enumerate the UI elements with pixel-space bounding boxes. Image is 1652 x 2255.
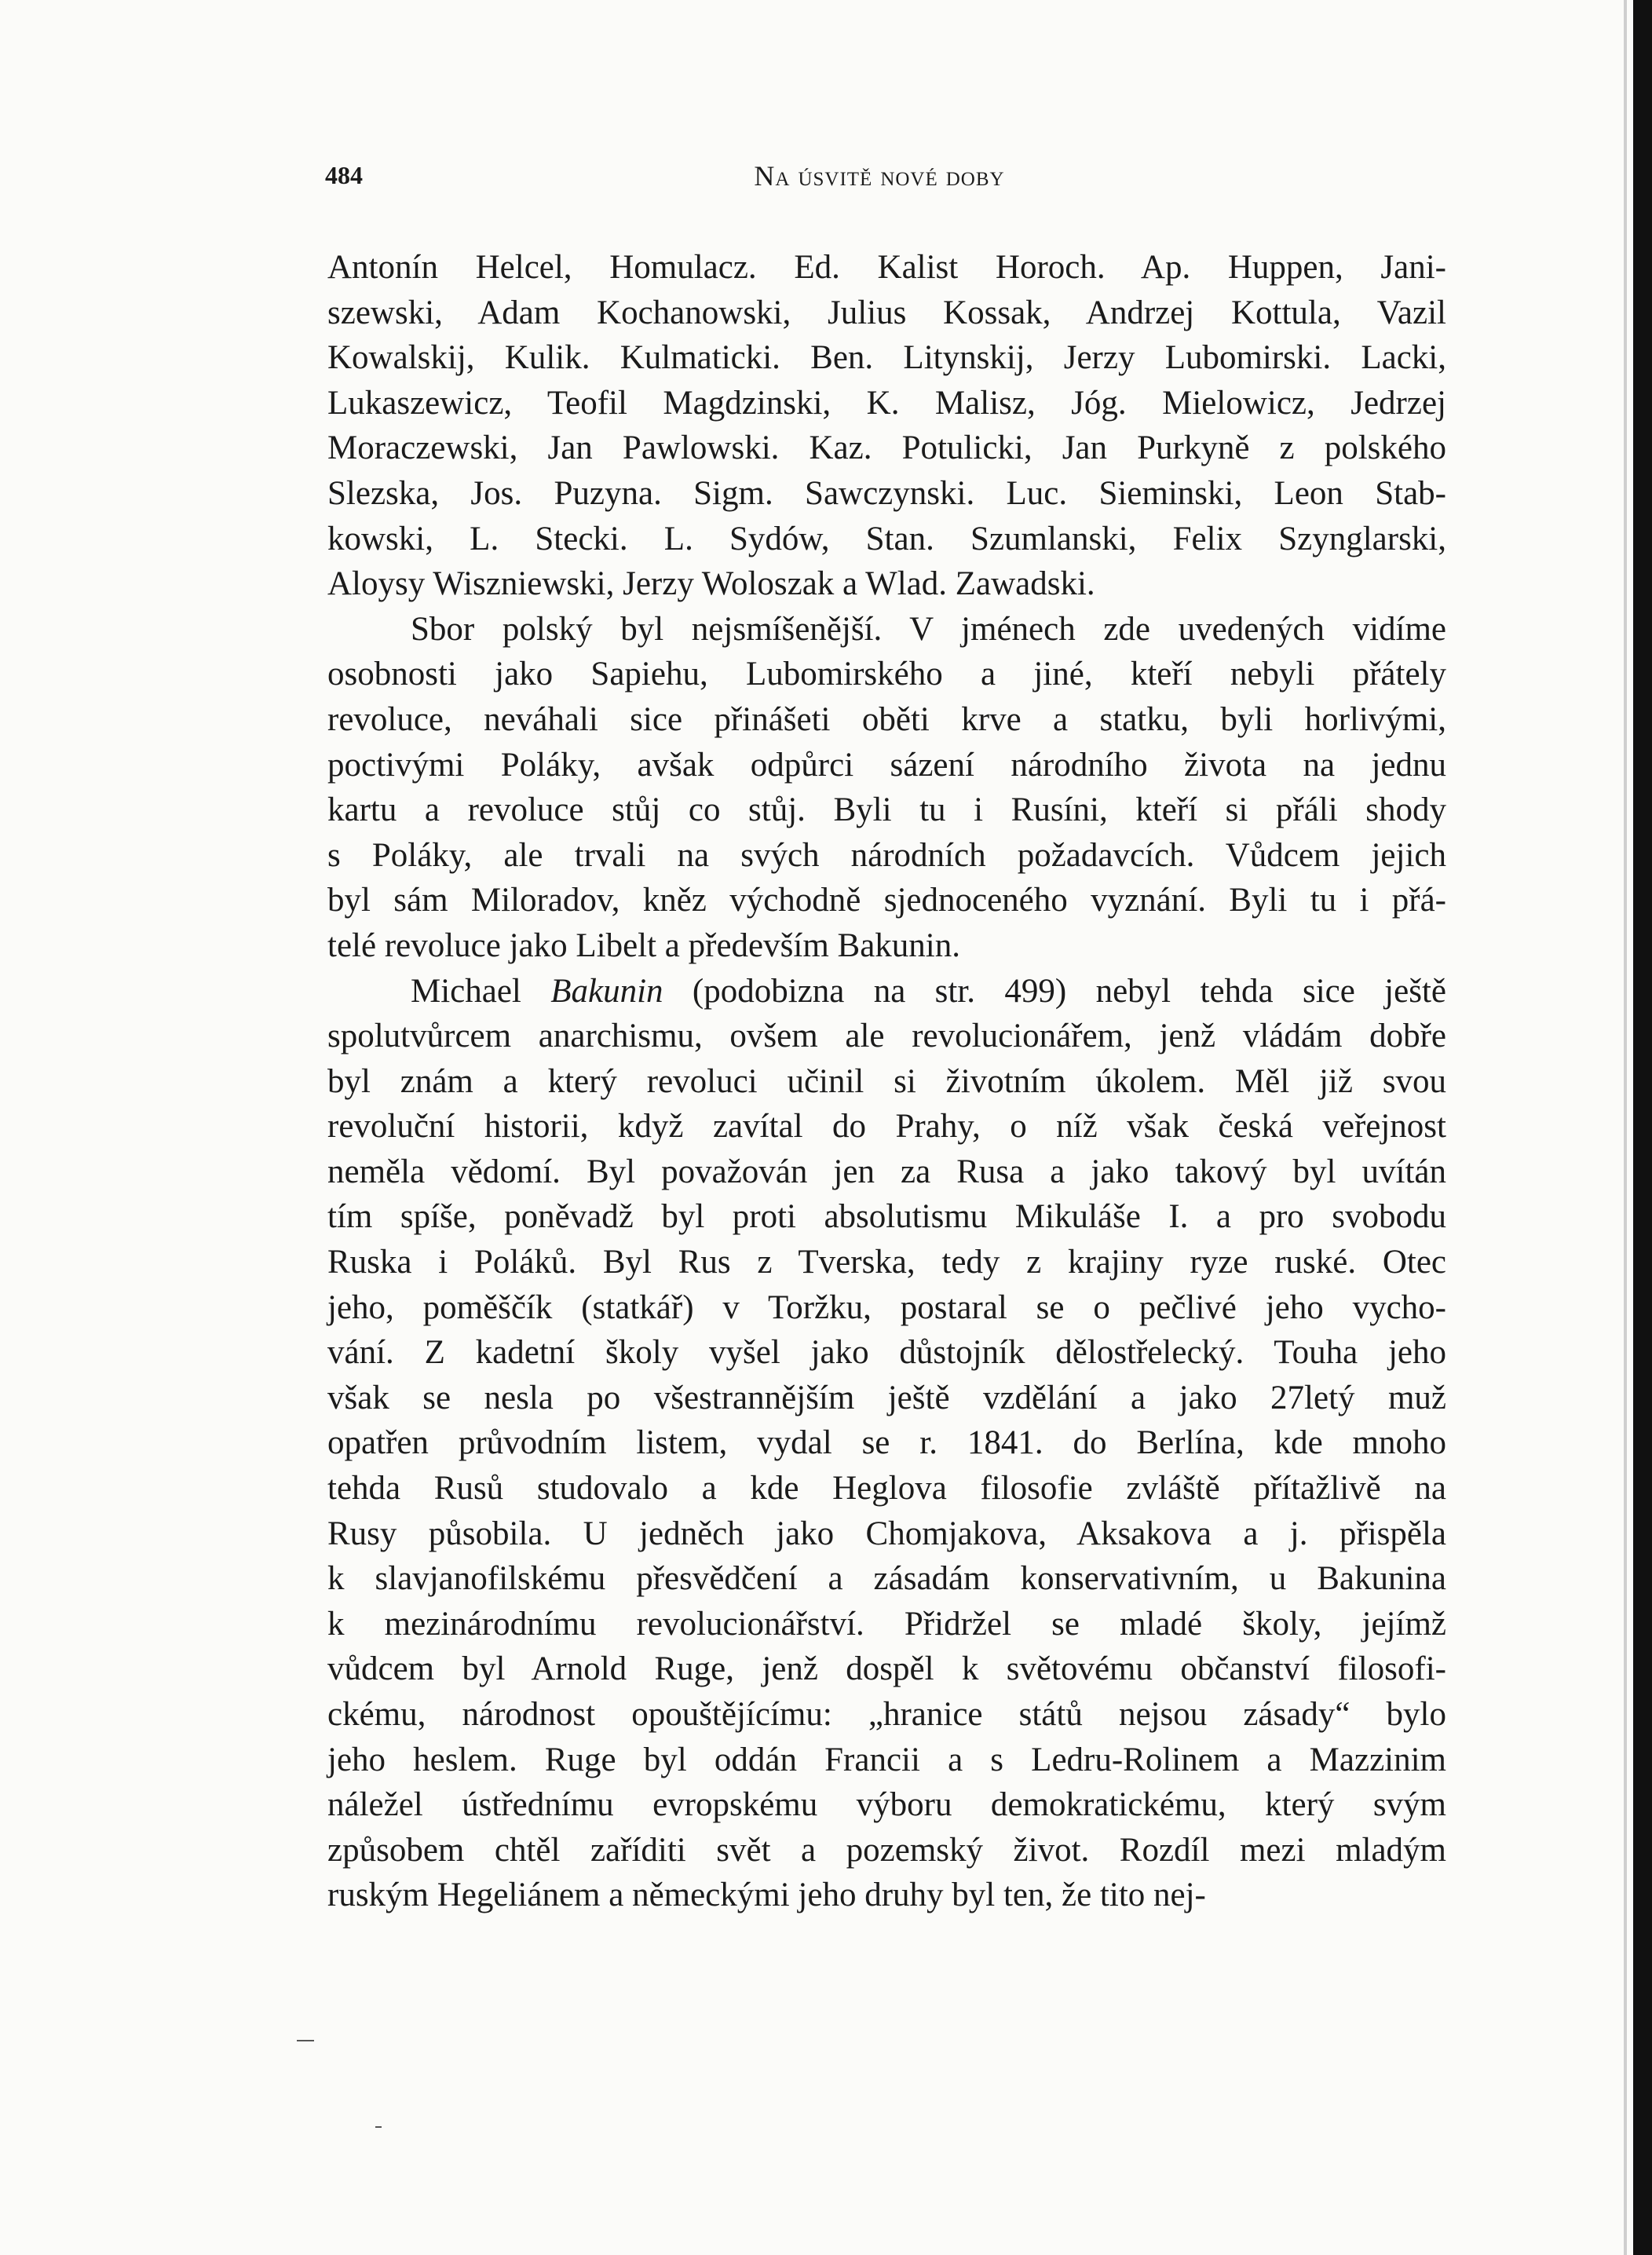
- text-line: szewski, Adam Kochanowski, Julius Kossak, Andrzej Kottula, Vazil: [327, 294, 1446, 331]
- text-line: tehda Rusů studovalo a kde Heglova filosofie zvláště přítažlivě na: [327, 1470, 1446, 1508]
- text-line: Sbor polský byl nejsmíšenější. V jménech zde uvedených vidíme: [411, 610, 1446, 648]
- page-number: 484: [325, 161, 363, 189]
- text-line: kartu a revoluce stůj co stůj. Byli tu i Rusíni, kteří si přáli shody: [327, 791, 1446, 829]
- text-line: jeho heslem. Ruge byl oddán Francii a s Ledru-Rolinem a Mazzinim: [327, 1741, 1446, 1778]
- text-line: Ruska i Poláků. Byl Rus z Tverska, tedy z krajiny ryze ruské. Otec: [327, 1244, 1446, 1281]
- text-line: Slezska, Jos. Puzyna. Sigm. Sawczynski. Luc. Sieminski, Leon Stab-: [327, 474, 1446, 512]
- text-line: s Poláky, ale trvali na svých národních požadavcích. Vůdcem jejich: [327, 836, 1446, 874]
- text-line: Aloysy Wiszniewski, Jerzy Woloszak a Wlad. Zawadski.: [327, 565, 1095, 603]
- text-line: Rusy působila. U jedněch jako Chomjakova, Aksakova a j. přispěla: [327, 1515, 1446, 1552]
- text-line: poctivými Poláky, avšak odpůrci sázení národního života na jednu: [327, 746, 1446, 784]
- text-line: revoluce, neváhali sice přinášeti oběti krve a statku, byli horlivými,: [327, 700, 1446, 738]
- text-segment: Michael: [411, 972, 551, 1010]
- text-segment: (podobizna na str. 499) nebyl tehda sice ještě: [663, 972, 1446, 1010]
- text-line: Antonín Helcel, Homulacz. Ed. Kalist Horoch. Ap. Huppen, Jani-: [327, 249, 1446, 286]
- running-title: Na úsvitě nové doby: [754, 160, 1005, 192]
- text-line: ruským Hegeliánem a německými jeho druhy byl ten, že tito nej-: [327, 1877, 1206, 1914]
- text-line: Kowalskij, Kulik. Kulmaticki. Ben. Litynskij, Jerzy Lubomirski. Lacki,: [327, 339, 1446, 377]
- text-line: vůdcem byl Arnold Ruge, jenž dospěl k světovému občanství filosofi-: [327, 1650, 1446, 1688]
- scan-noise-mark: [297, 2040, 314, 2041]
- text-line: vání. Z kadetní školy vyšel jako důstojník dělostřelecký. Touha jeho: [327, 1334, 1446, 1372]
- text-line: byl znám a který revoluci učinil si životním úkolem. Měl již svou: [327, 1062, 1446, 1100]
- text-line: náležel ústřednímu evropskému výboru demokratickému, který svým: [327, 1786, 1446, 1824]
- text-line: neměla vědomí. Byl považován jen za Rusa a jako takový byl uvítán: [327, 1153, 1446, 1190]
- scan-noise-mark: [375, 2126, 382, 2128]
- text-line: k slavjanofilskému přesvědčení a zásadám konservativním, u Bakunina: [327, 1560, 1446, 1598]
- text-line: však se nesla po všestrannějším ještě vzdělání a jako 27letý muž: [327, 1379, 1446, 1416]
- text-line: tím spíše, poněvadž byl proti absolutismu Mikuláše I. a pro svobodu: [327, 1198, 1446, 1236]
- text-line: způsobem chtěl zaříditi svět a pozemský život. Rozdíl mezi mladým: [327, 1831, 1446, 1869]
- text-line: osobnosti jako Sapiehu, Lubomirského a jiné, kteří nebyli přátely: [327, 656, 1446, 693]
- text-line: telé revoluce jako Libelt a především Bakunin.: [327, 926, 960, 964]
- text-line: k mezinárodnímu revolucionářství. Přidržel se mladé školy, jejímž: [327, 1605, 1446, 1643]
- text-line: [327, 969, 1446, 1014]
- italic-name: Bakunin: [550, 972, 663, 1010]
- text-line: jeho, poměščík (statkář) v Toržku, postaral se o pečlivé jeho vycho-: [327, 1288, 1446, 1326]
- text-line: ckému, národnost opouštějícímu: „hranice států nejsou zásady“ bylo: [327, 1696, 1446, 1733]
- text-line: kowski, L. Stecki. L. Sydów, Stan. Szumlanski, Felix Szynglarski,: [327, 520, 1446, 557]
- text-line: spolutvůrcem anarchismu, ovšem ale revolucionářem, jenž vládám dobře: [327, 1018, 1446, 1055]
- page-body: [327, 245, 1446, 1918]
- scan-shadow: [1624, 0, 1627, 2255]
- text-line: Moraczewski, Jan Pawlowski. Kaz. Potulicki, Jan Purkyně z polského: [327, 429, 1446, 467]
- text-line: opatřen průvodním listem, vydal se r. 1841. do Berlína, kde mnoho: [327, 1424, 1446, 1462]
- scan-border: [1633, 0, 1652, 2255]
- text-line: byl sám Miloradov, kněz východně sjednoceného vyznání. Byli tu i přá-: [327, 882, 1446, 919]
- text-line: Lukaszewicz, Teofil Magdzinski, K. Malisz, Jóg. Mielowicz, Jedrzej: [327, 384, 1446, 422]
- text-line: revoluční historii, když zavítal do Prahy, o níž však česká veřejnost: [327, 1108, 1446, 1146]
